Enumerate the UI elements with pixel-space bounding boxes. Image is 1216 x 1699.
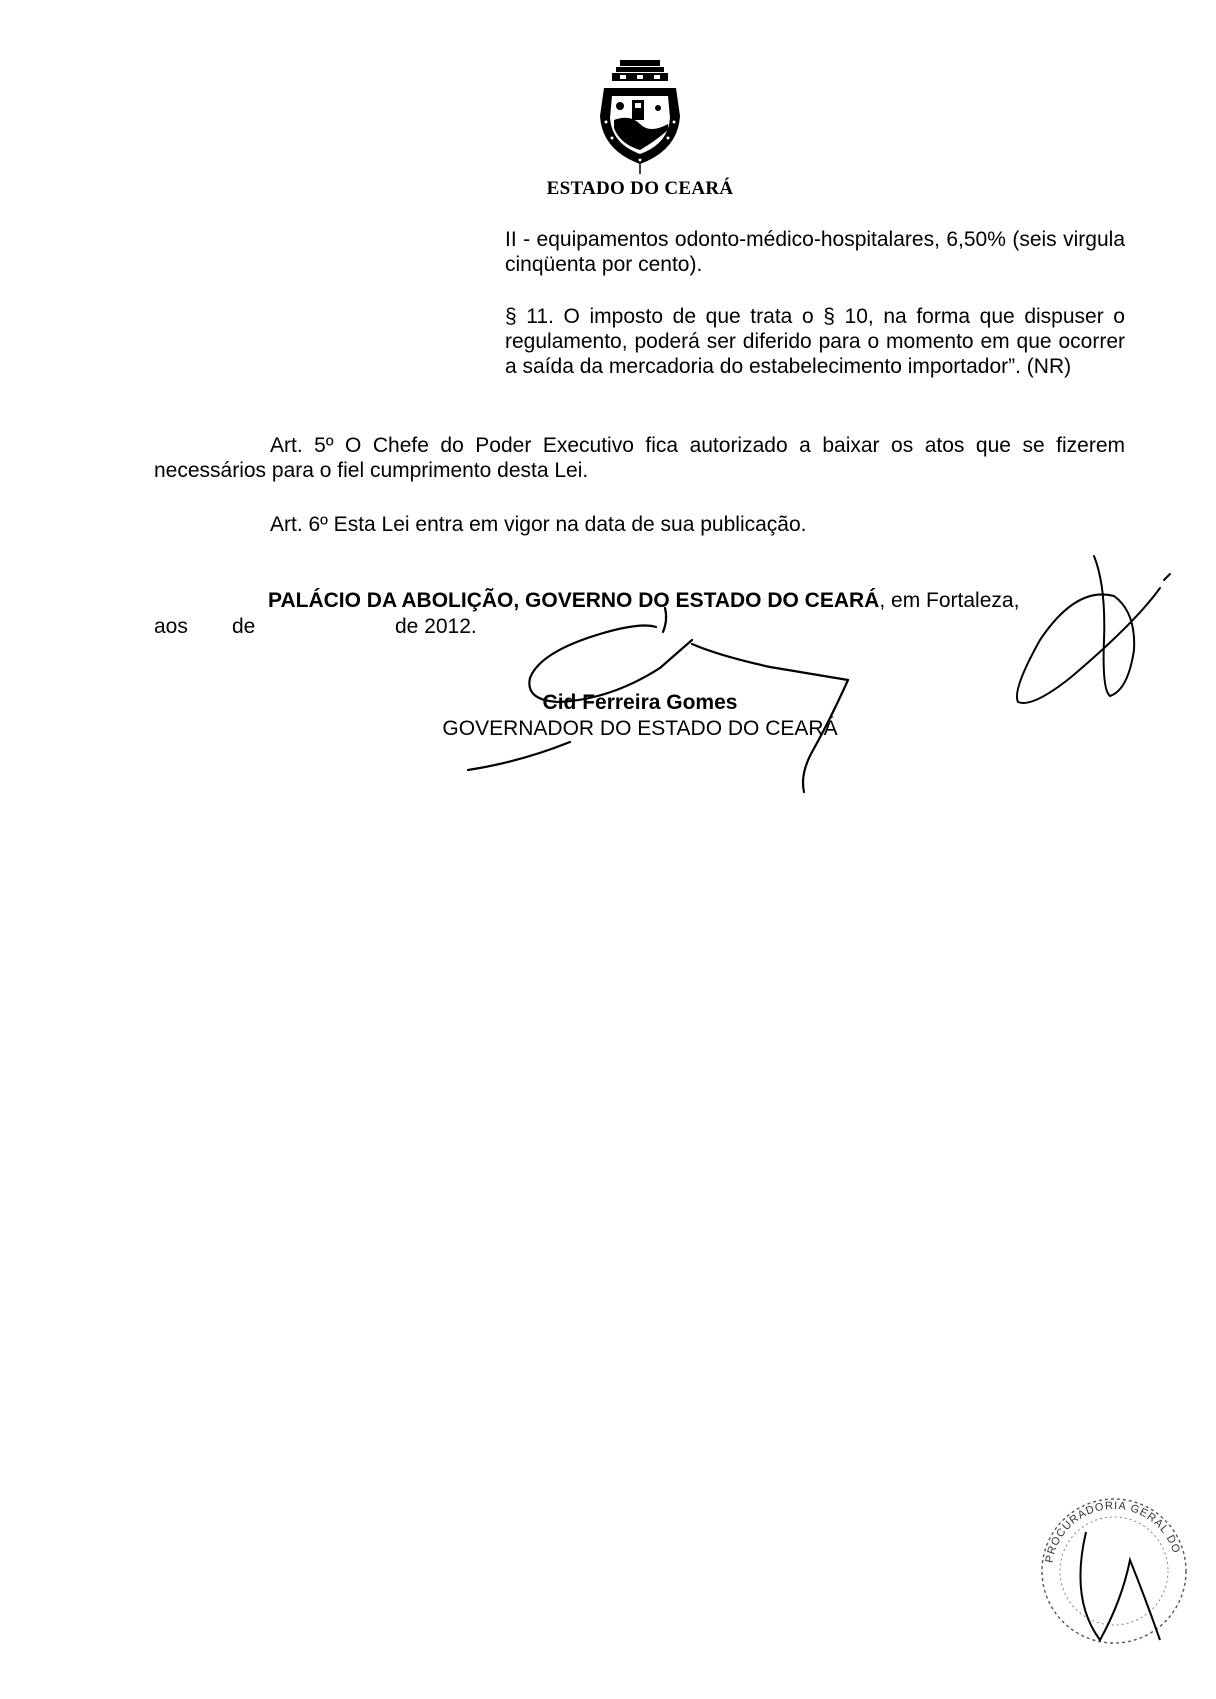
svg-text:PROCURADORIA GERAL DO	[1044, 1500, 1183, 1564]
closing-year: de 2012.	[395, 615, 477, 638]
signer-title: GOVERNADOR DO ESTADO DO CEARÁ	[442, 717, 838, 740]
section-11-paragraph: § 11. O imposto de que trata o § 10, na forma que dispuser o regulamento, poderá ser diferido para o momento em que ocorrer a saída da mercadoria do estabelecimento importador”. (NR)	[505, 305, 1125, 378]
item-ii-paragraph: II - equipamentos odonto-médico-hospitalares, 6,50% (seis virgula cinqüenta por cento).	[505, 228, 1125, 276]
signer-name: Cid Ferreira Gomes	[542, 691, 738, 714]
coat-of-arms-icon	[590, 58, 690, 178]
closing-line	[268, 588, 1128, 613]
article-6-paragraph: Art. 6º Esta Lei entra em vigor na data de sua publicação.	[270, 513, 807, 536]
closing-aos: aos	[154, 615, 188, 638]
procuradoria-stamp-icon	[1042, 1499, 1186, 1643]
stamp-text: PROCURADORIA GERAL DO	[1043, 1499, 1183, 1564]
initials-signature-icon	[1017, 556, 1170, 703]
closing-city: , em Fortaleza,	[879, 589, 1020, 612]
state-name: ESTADO DO CEARÁ	[546, 178, 734, 199]
palace-name: PALÁCIO DA ABOLIÇÃO, GOVERNO DO ESTADO DO CEARÁ	[268, 589, 880, 612]
closing-de-1: de	[232, 615, 256, 638]
article-5-paragraph: Art. 5º O Chefe do Poder Executivo fica autorizado a baixar os atos que se fizerem necessários para o fiel cumprimento desta Lei.	[154, 434, 1125, 482]
